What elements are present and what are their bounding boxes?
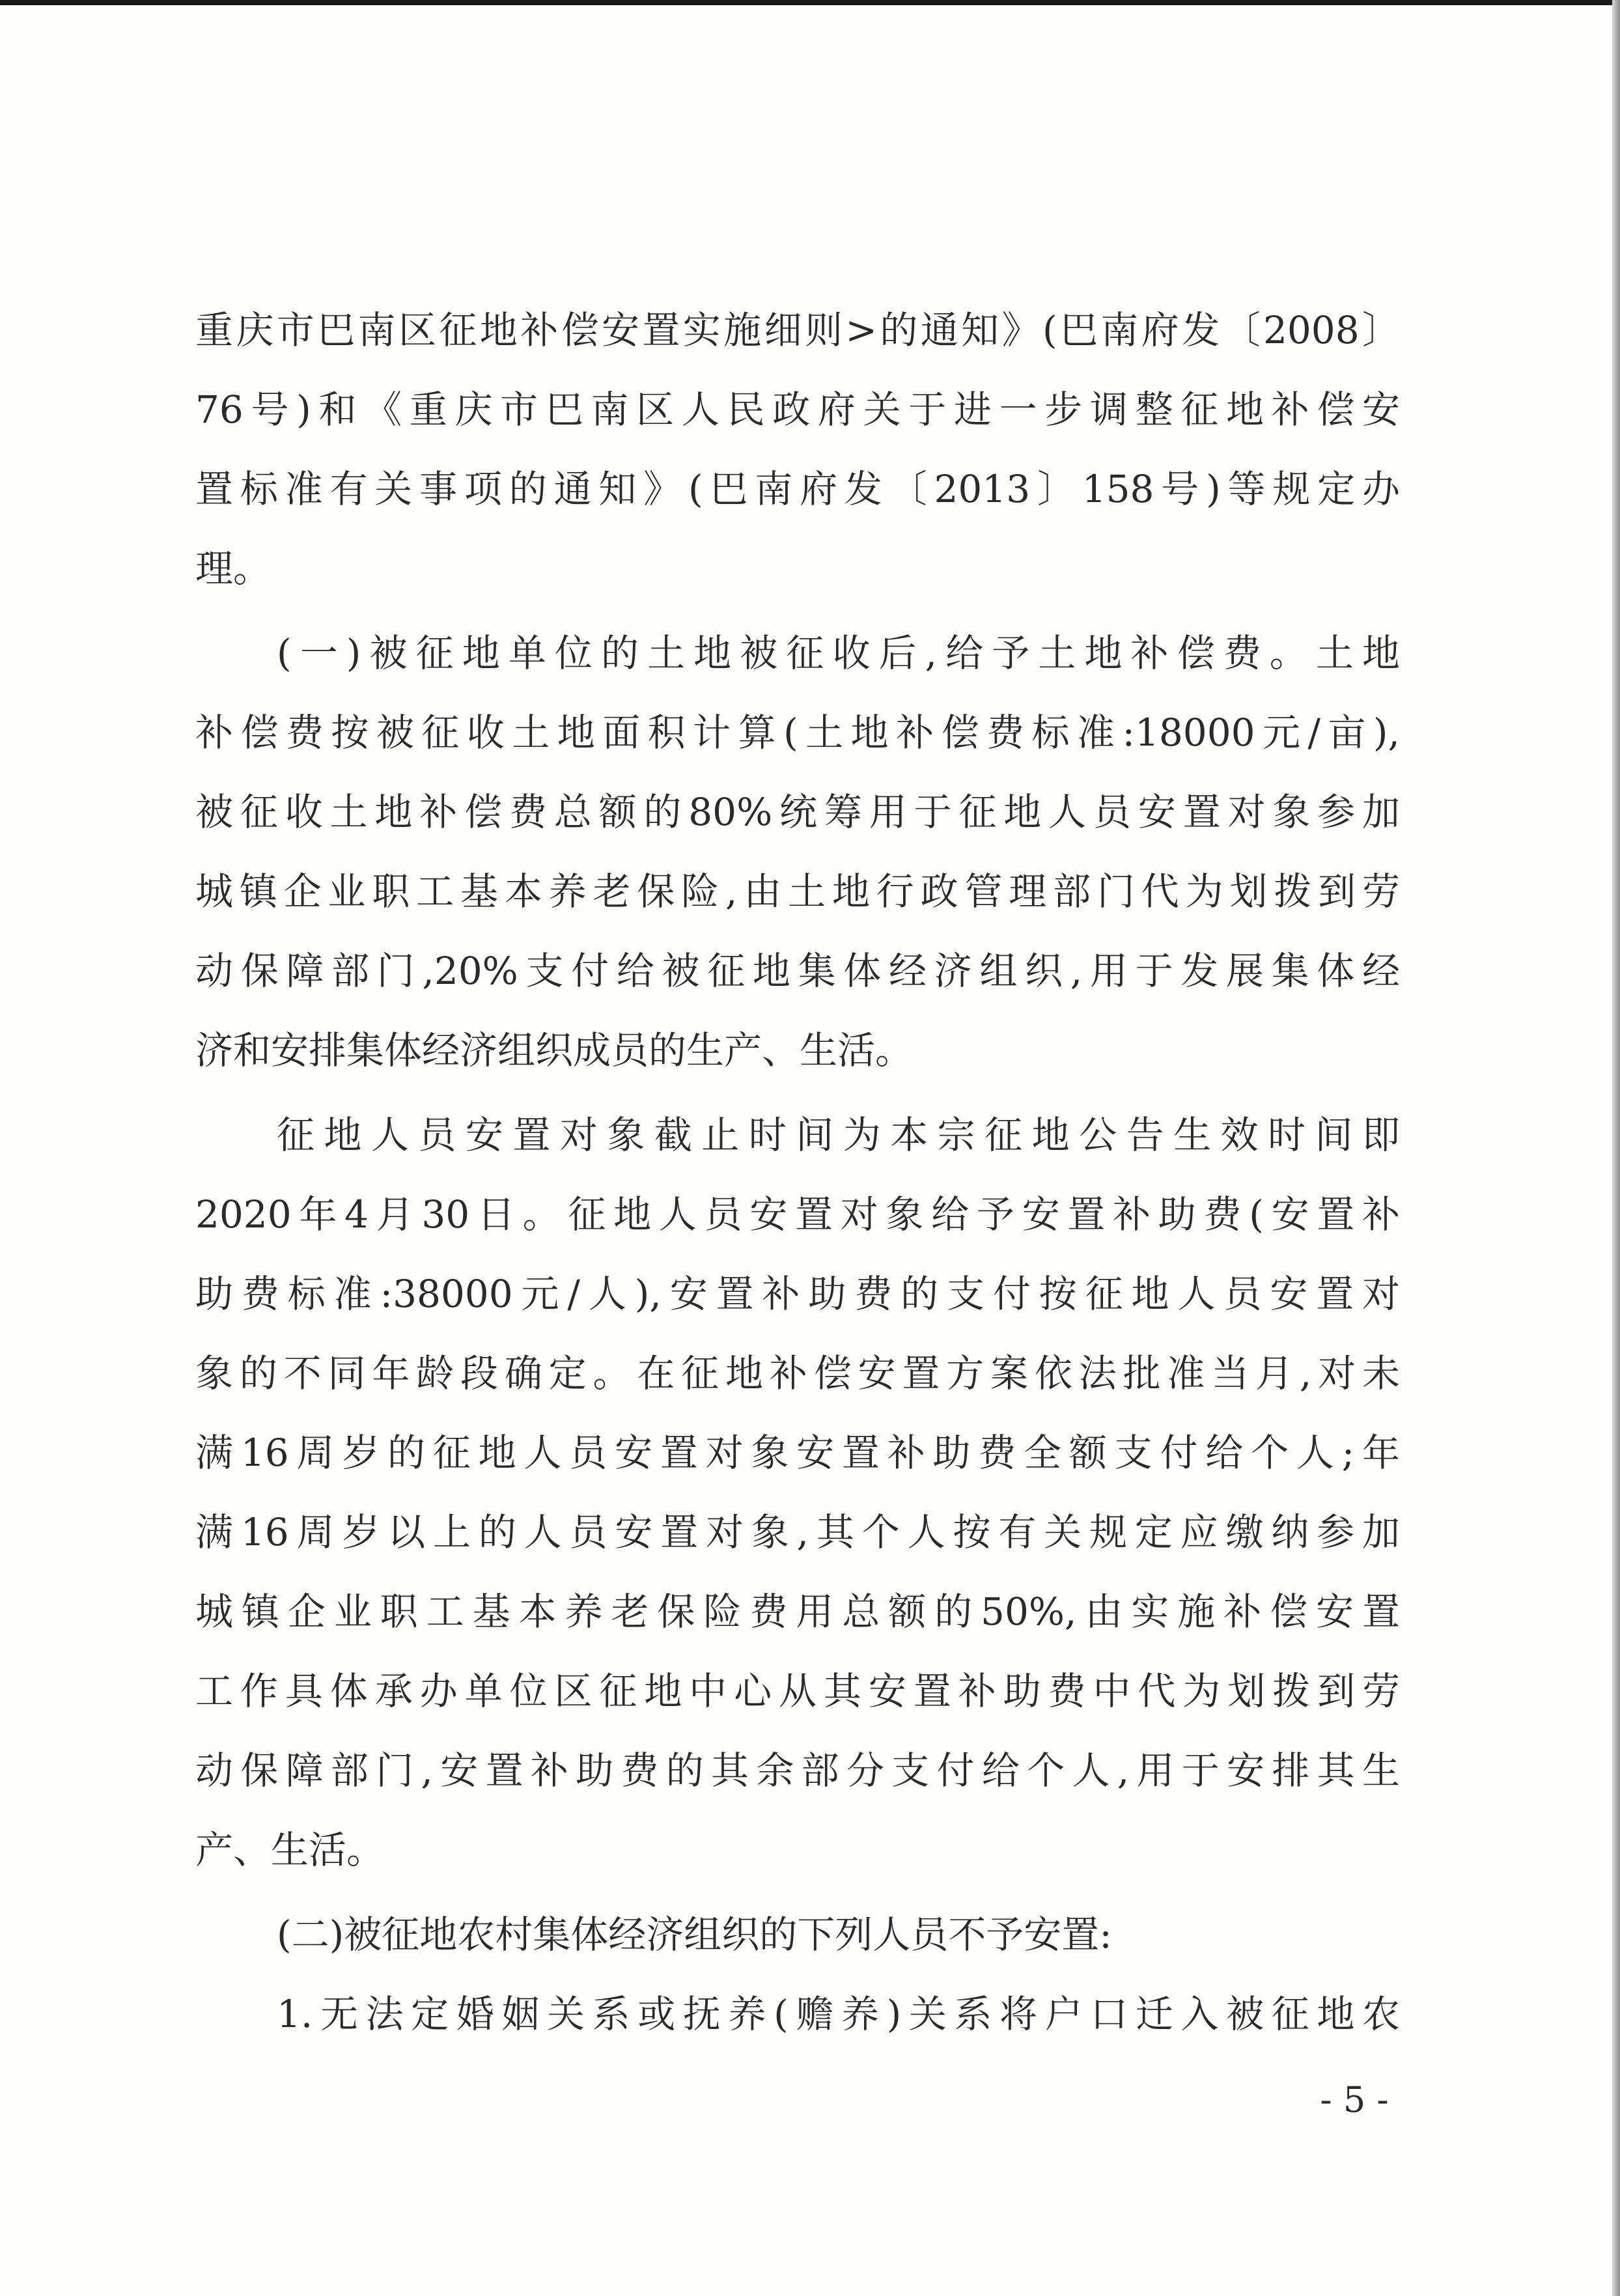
page-number: - 5 - <box>1320 2079 1389 2120</box>
text-line: 理。 <box>195 546 272 591</box>
text-line: 重庆市巴南区征地补偿安置实施细则>的通知》(巴南府发〔2008〕 <box>195 308 1400 352</box>
text-line: 城镇企业职工基本养老保险,由土地行政管理部门代为划拨到劳 <box>195 869 1400 914</box>
text-line: 76号)和《重庆市巴南区人民政府关于进一步调整征地补偿安 <box>195 387 1400 432</box>
text-line: 征地人员安置对象截止时间为本宗征地公告生效时间即 <box>277 1113 1400 1157</box>
text-line: 满16周岁以上的人员安置对象,其个人按有关规定应缴纳参加 <box>195 1510 1400 1554</box>
text-line: 济和安排集体经济组织成员的生产、生活。 <box>195 1028 914 1072</box>
text-line: (一)被征地单位的土地被征收后,给予土地补偿费。土地 <box>277 631 1400 675</box>
scan-top-edge <box>0 0 1620 5</box>
text-line: 助费标准:38000元/人),安置补助费的支付按征地人员安置对 <box>195 1272 1400 1316</box>
text-line: 象的不同年龄段确定。在征地补偿安置方案依法批准当月,对未 <box>195 1351 1400 1395</box>
text-line: 工作具体承办单位区征地中心从其安置补助费中代为划拨到劳 <box>195 1669 1400 1713</box>
scan-right-edge <box>1612 0 1620 2296</box>
text-line: 被征收土地补偿费总额的80%统筹用于征地人员安置对象参加 <box>195 790 1400 834</box>
text-line: 2020年4月30日。征地人员安置对象给予安置补助费(安置补 <box>195 1192 1400 1237</box>
text-line: 满16周岁的征地人员安置对象安置补助费全额支付给个人;年 <box>195 1431 1400 1475</box>
text-line: 1.无法定婚姻关系或抚养(赡养)关系将户口迁入被征地农 <box>277 1992 1400 2036</box>
text-line: 置标准有关事项的通知》(巴南府发〔2013〕158号)等规定办 <box>195 467 1400 511</box>
text-line: 动保障部门,安置补助费的其余部分支付给个人,用于安排其生 <box>195 1748 1400 1793</box>
text-line: 城镇企业职工基本养老保险费用总额的50%,由实施补偿安置 <box>195 1589 1400 1634</box>
text-line: 动保障部门,20%支付给被征地集体经济组织,用于发展集体经 <box>195 949 1400 993</box>
text-line: 补偿费按被征收土地面积计算(土地补偿费标准:18000元/亩), <box>195 710 1400 755</box>
text-line: (二)被征地农村集体经济组织的下列人员不予安置: <box>277 1912 1112 1957</box>
text-line: 产、生活。 <box>195 1828 385 1872</box>
